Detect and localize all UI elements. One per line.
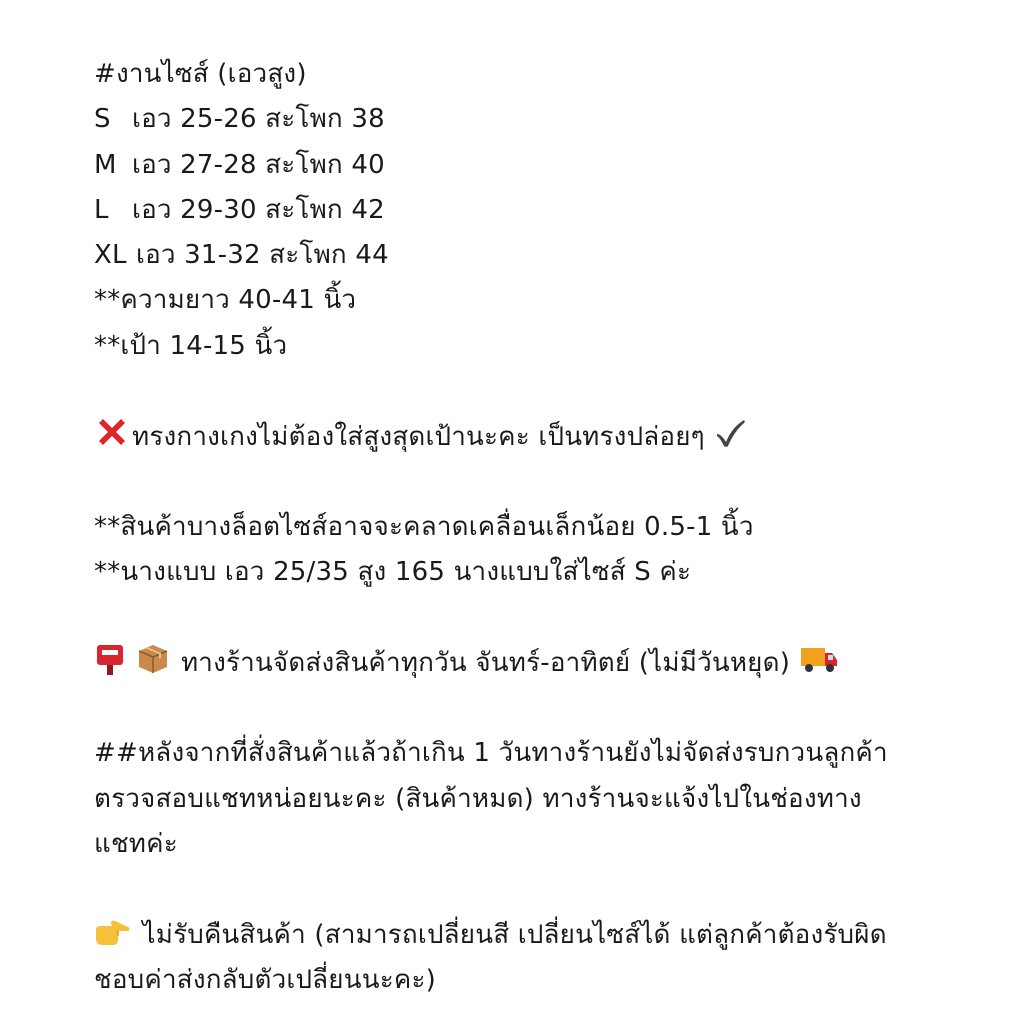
size-code: L <box>94 194 109 225</box>
cross-mark-icon <box>94 414 130 450</box>
shipping-note <box>94 641 954 686</box>
size-code: S <box>94 104 111 135</box>
size-measure: เอว 31-32 สะโพก 44 <box>136 240 389 271</box>
postbox-icon <box>94 642 126 676</box>
style-note <box>94 414 954 459</box>
size-code: M <box>94 149 117 180</box>
delivery-truck-icon <box>799 642 839 676</box>
pointing-hand-icon <box>94 918 132 948</box>
size-row-s <box>94 97 954 142</box>
check-mark-icon <box>713 416 747 450</box>
return-text: ไม่รับคืนสินค้า (สามารถเปลี่ยนสี เปลี่ยนไซส์ได้ แต่ลูกค้าต้องรับผิด <box>142 919 887 950</box>
size-code: XL <box>94 240 127 271</box>
length-note: **ความยาว 40-41 นิ้ว <box>94 285 357 316</box>
style-note-text: ทรงกางเกงไม่ต้องใส่สูงสุดเป้านะคะ เป็นทรงปล่อยๆ <box>132 422 705 453</box>
size-measure: เอว 25-26 สะโพก 38 <box>132 104 385 135</box>
delay-line: ตรวจสอบแชทหน่อยนะคะ (สินค้าหมด) ทางร้านจะแจ้งไปในช่องทาง <box>94 783 862 814</box>
size-row-xl <box>94 233 954 278</box>
model-note: **นางแบบ เอว 25/35 สูง 165 นางแบบใส่ไซส์ S ค่ะ <box>94 557 692 588</box>
return-line: ชอบค่าส่งกลับตัวเปลี่ยนนะคะ) <box>94 964 436 995</box>
size-measure: เอว 27-28 สะโพก 40 <box>132 149 385 180</box>
lot-note: **สินค้าบางล็อตไซส์อาจจะคลาดเคลื่อนเล็กน้อย 0.5-1 นิ้ว <box>94 511 754 542</box>
size-row-l <box>94 188 954 233</box>
delay-line: แชทค่ะ <box>94 829 178 860</box>
delay-line: ##หลังจากที่สั่งสินค้าแล้วถ้าเกิน 1 วันทางร้านยังไม่จัดส่งรบกวนลูกค้า <box>94 738 888 769</box>
return-line <box>94 913 954 958</box>
size-title: #งานไซส์ (เอวสูง) <box>94 59 307 89</box>
size-row-m <box>94 143 954 188</box>
size-measure: เอว 29-30 สะโพก 42 <box>132 194 385 225</box>
crotch-note: **เป้า 14-15 นิ้ว <box>94 330 288 361</box>
package-icon <box>136 642 170 676</box>
shipping-text: ทางร้านจัดส่งสินค้าทุกวัน จันทร์-อาทิตย์ (ไม่มีวันหยุด) <box>180 647 791 678</box>
product-note <box>94 52 954 1003</box>
